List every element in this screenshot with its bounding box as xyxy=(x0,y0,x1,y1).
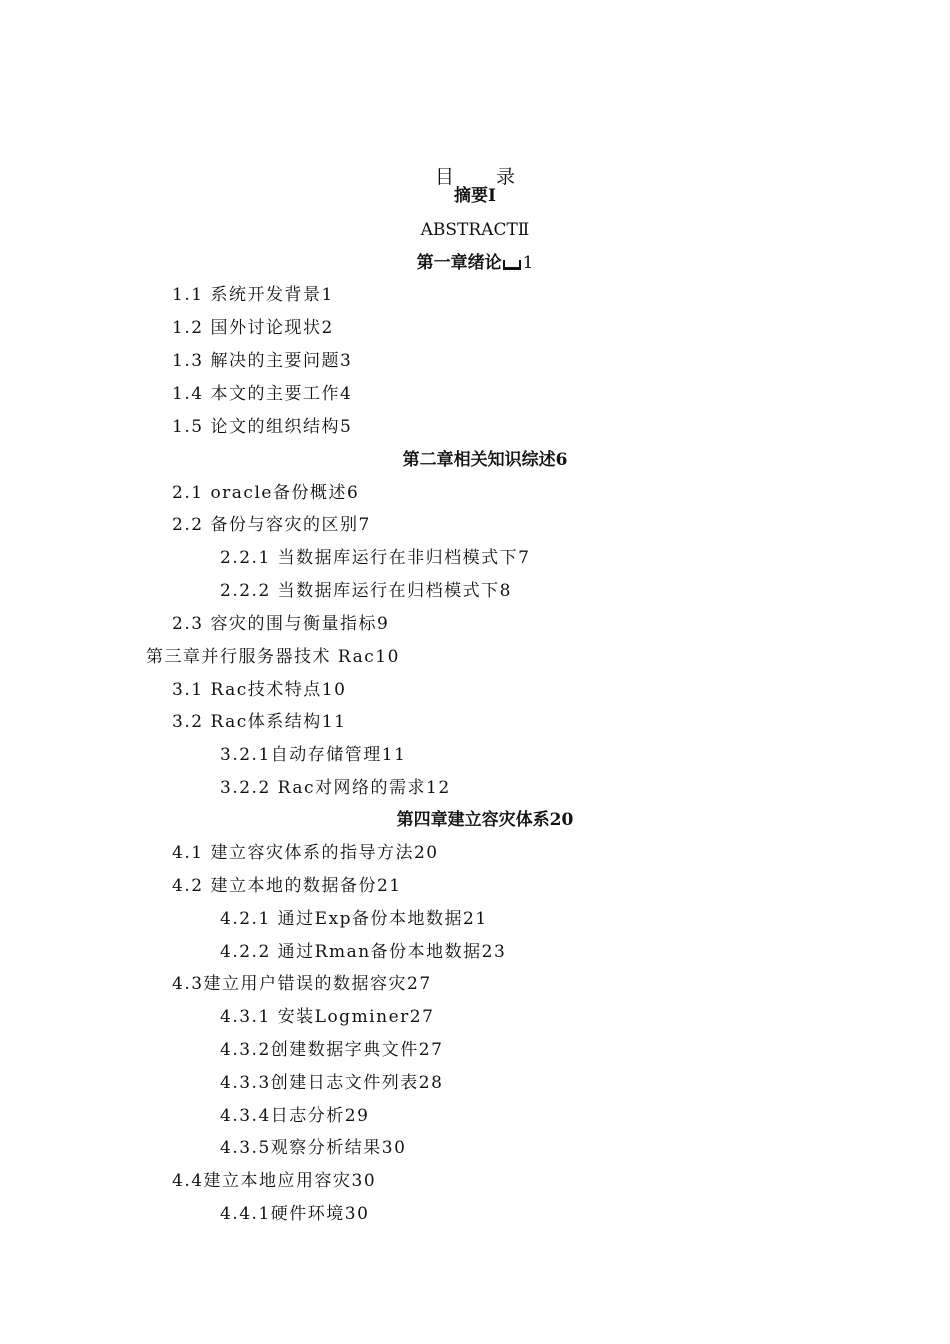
toc-entry-4-2[interactable]: 4.2 建立本地的数据备份21 xyxy=(172,876,402,896)
toc-entry-chapter-2[interactable]: 第二章相关知识综述6 xyxy=(402,450,568,470)
toc-entry-2-2-1[interactable]: 2.2.1 当数据库运行在非归档模式下7 xyxy=(220,548,531,568)
toc-title: 目 录 xyxy=(434,166,534,188)
field-code-mark-icon xyxy=(503,260,521,270)
toc-entry-3-2[interactable]: 3.2 Rac体系结构11 xyxy=(172,712,347,732)
toc-entry-2-1[interactable]: 2.1 oracle备份概述6 xyxy=(172,483,360,503)
toc-entry-1-1[interactable]: 1.1 系统开发背景1 xyxy=(172,285,334,305)
toc-entry-4-1[interactable]: 4.1 建立容灾体系的指导方法20 xyxy=(172,843,439,863)
chapter-1-page: 1 xyxy=(522,253,534,273)
toc-entry-4-2-2[interactable]: 4.2.2 通过Rman备份本地数据23 xyxy=(220,942,507,962)
toc-entry-3-1[interactable]: 3.1 Rac技术特点10 xyxy=(172,680,347,700)
toc-entry-4-4[interactable]: 4.4建立本地应用容灾30 xyxy=(172,1171,377,1191)
toc-entry-4-3-1[interactable]: 4.3.1 安装Logminer27 xyxy=(220,1007,435,1027)
toc-entry-3-2-1[interactable]: 3.2.1自动存储管理11 xyxy=(220,745,407,765)
toc-entry-4-4-1[interactable]: 4.4.1硬件环境30 xyxy=(220,1204,370,1224)
toc-entry-2-2[interactable]: 2.2 备份与容灾的区别7 xyxy=(172,515,371,535)
toc-entry-chapter-1[interactable] xyxy=(0,251,950,275)
toc-entry-2-2-2[interactable]: 2.2.2 当数据库运行在归档模式下8 xyxy=(220,581,512,601)
toc-entry-1-4[interactable]: 1.4 本文的主要工作4 xyxy=(172,384,353,404)
toc-entry-3-2-2[interactable]: 3.2.2 Rac对网络的需求12 xyxy=(220,778,451,798)
toc-entry-4-2-1[interactable]: 4.2.1 通过Exp备份本地数据21 xyxy=(220,909,488,929)
toc-entry-abstract-en[interactable]: ABSTRACTⅡ xyxy=(420,220,530,240)
toc-entry-2-3[interactable]: 2.3 容灾的围与衡量指标9 xyxy=(172,614,390,634)
toc-entry-abstract-cn[interactable]: 摘要Ⅰ xyxy=(454,186,496,206)
toc-entry-4-3[interactable]: 4.3建立用户错误的数据容灾27 xyxy=(172,974,432,994)
toc-entry-chapter-4[interactable]: 第四章建立容灾体系20 xyxy=(396,810,574,830)
toc-entry-4-3-2[interactable]: 4.3.2创建数据字典文件27 xyxy=(220,1040,444,1060)
toc-entry-1-2[interactable]: 1.2 国外讨论现状2 xyxy=(172,318,334,338)
toc-entry-1-5[interactable]: 1.5 论文的组织结构5 xyxy=(172,417,353,437)
toc-entry-chapter-3[interactable]: 第三章并行服务器技术 Rac10 xyxy=(146,647,400,667)
chapter-1-title: 第一章绪论 xyxy=(416,253,502,273)
toc-entry-4-3-3[interactable]: 4.3.3创建日志文件列表28 xyxy=(220,1073,444,1093)
toc-entry-4-3-5[interactable]: 4.3.5观察分析结果30 xyxy=(220,1138,407,1158)
toc-entry-4-3-4[interactable]: 4.3.4日志分析29 xyxy=(220,1106,370,1126)
toc-entry-1-3[interactable]: 1.3 解决的主要问题3 xyxy=(172,351,353,371)
